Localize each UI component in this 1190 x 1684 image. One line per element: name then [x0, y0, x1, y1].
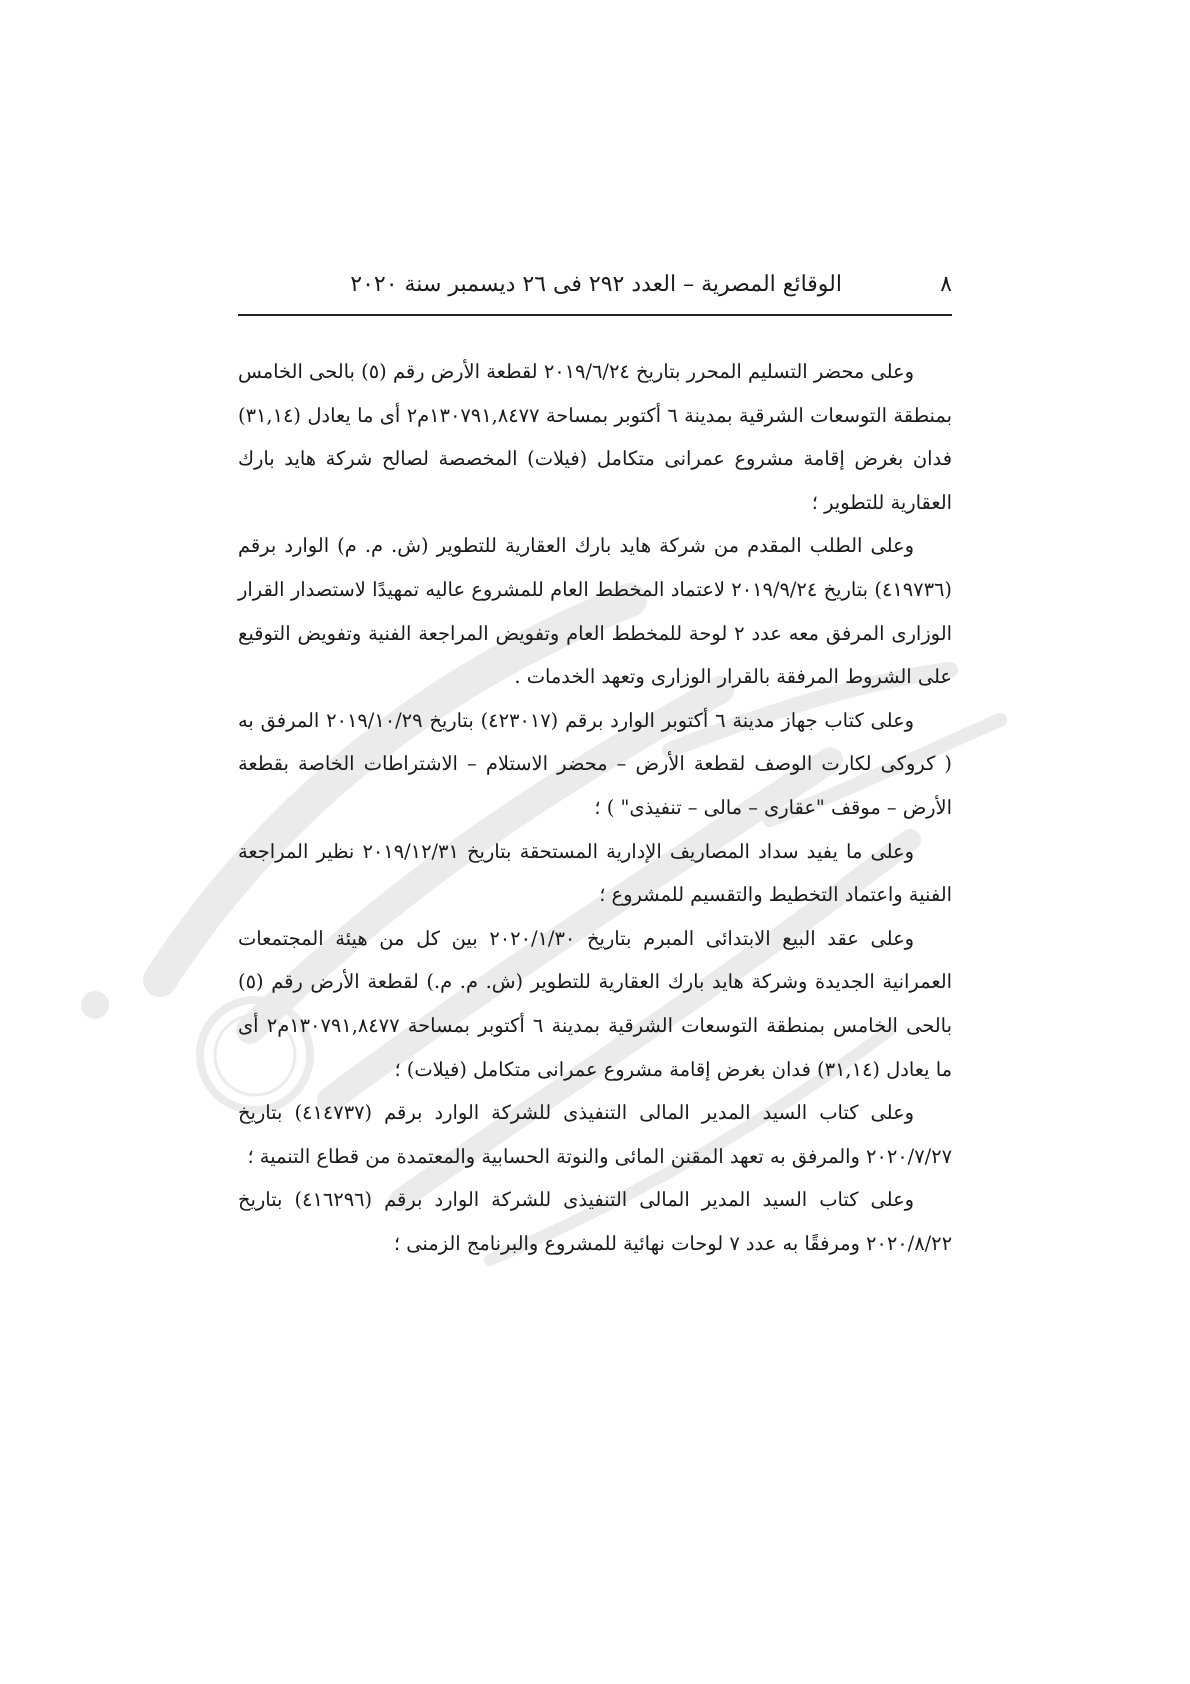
page-header — [238, 268, 952, 312]
header-rule — [238, 314, 952, 316]
document-page — [238, 268, 952, 1265]
gazette-title: الوقائع المصرية – العدد ٢٩٢ فى ٢٦ ديسمبر سنة ٢٠٢٠ — [350, 272, 842, 297]
paragraph-company-request: وعلى الطلب المقدم من شركة هايد بارك العقارية للتطوير (ش. م. م) الوارد برقم (٤١٩٧٣٦) بتاريخ ٢٠١٩/٩/٢٤ لاعتماد المخطط العام للمشروع عاليه تمهيدًا لاستصدار القرار الوزارى المرفق معه عدد ٢ لوحة للمخطط العام وتفويض المراجعة الفنية وتفويض التوقيع على الشروط المرفقة بالقرار الوزارى وتعهد الخدمات . — [238, 534, 952, 689]
paragraph-handover-record: وعلى محضر التسليم المحرر بتاريخ ٢٠١٩/٦/٢٤ لقطعة الأرض رقم (٥) بالحى الخامس بمنطقة التوسعات الشرقية بمدينة ٦ أكتوبر بمساحة ١٣٠٧٩١,٨٤٧٧م٢ أى ما يعادل (٣١,١٤) فدان بغرض إقامة مشروع عمرانى متكامل (فيلات) المخصصة لصالح شركة هايد بارك العقارية للتطوير ؛ — [238, 360, 952, 514]
page-number: ٨ — [940, 272, 952, 297]
paragraph-cfo-letter-1: وعلى كتاب السيد المدير المالى التنفيذى للشركة الوارد برقم (٤١٤٧٣٧) بتاريخ ٢٠٢٠/٧/٢٧ والمرفق به تعهد المقنن المائى والنوتة الحسابية والمعتمدة من قطاع التنمية ؛ — [238, 1101, 952, 1168]
paragraph-city-authority-letter: وعلى كتاب جهاز مدينة ٦ أكتوبر الوارد برقم (٤٢٣٠١٧) بتاريخ ٢٠١٩/١٠/٢٩ المرفق به ( كروكى لكارت الوصف لقطعة الأرض – محضر الاستلام – الاشتراطات الخاصة بقطعة الأرض – موقف "عقارى – مالى – تنفيذى" ) ؛ — [238, 708, 952, 819]
document-body — [238, 350, 952, 1265]
paragraph-admin-fees: وعلى ما يفيد سداد المصاريف الإدارية المستحقة بتاريخ ٢٠١٩/١٢/٣١ نظير المراجعة الفنية واعتماد التخطيط والتقسيم للمشروع ؛ — [238, 839, 952, 907]
paragraph-sale-contract: وعلى عقد البيع الابتدائى المبرم بتاريخ ٢٠٢٠/١/٣٠ بين كل من هيئة المجتمعات العمرانية الجديدة وشركة هايد بارك العقارية للتطوير (ش. م. م.) لقطعة الأرض رقم (٥) بالحى الخامس بمنطقة التوسعات الشرقية بمدينة ٦ أكتوبر بمساحة ١٣٠٧٩١,٨٤٧٧م٢ أى ما يعادل (٣١,١٤) فدان بغرض إقامة مشروع عمرانى متكامل (فيلات) ؛ — [238, 926, 952, 1081]
paragraph-cfo-letter-2: وعلى كتاب السيد المدير المالى التنفيذى للشركة الوارد برقم (٤١٦٢٩٦) بتاريخ ٢٠٢٠/٨/٢٢ ومرفقًا به عدد ٧ لوحات نهائية للمشروع والبرنامج الزمنى ؛ — [238, 1188, 952, 1255]
